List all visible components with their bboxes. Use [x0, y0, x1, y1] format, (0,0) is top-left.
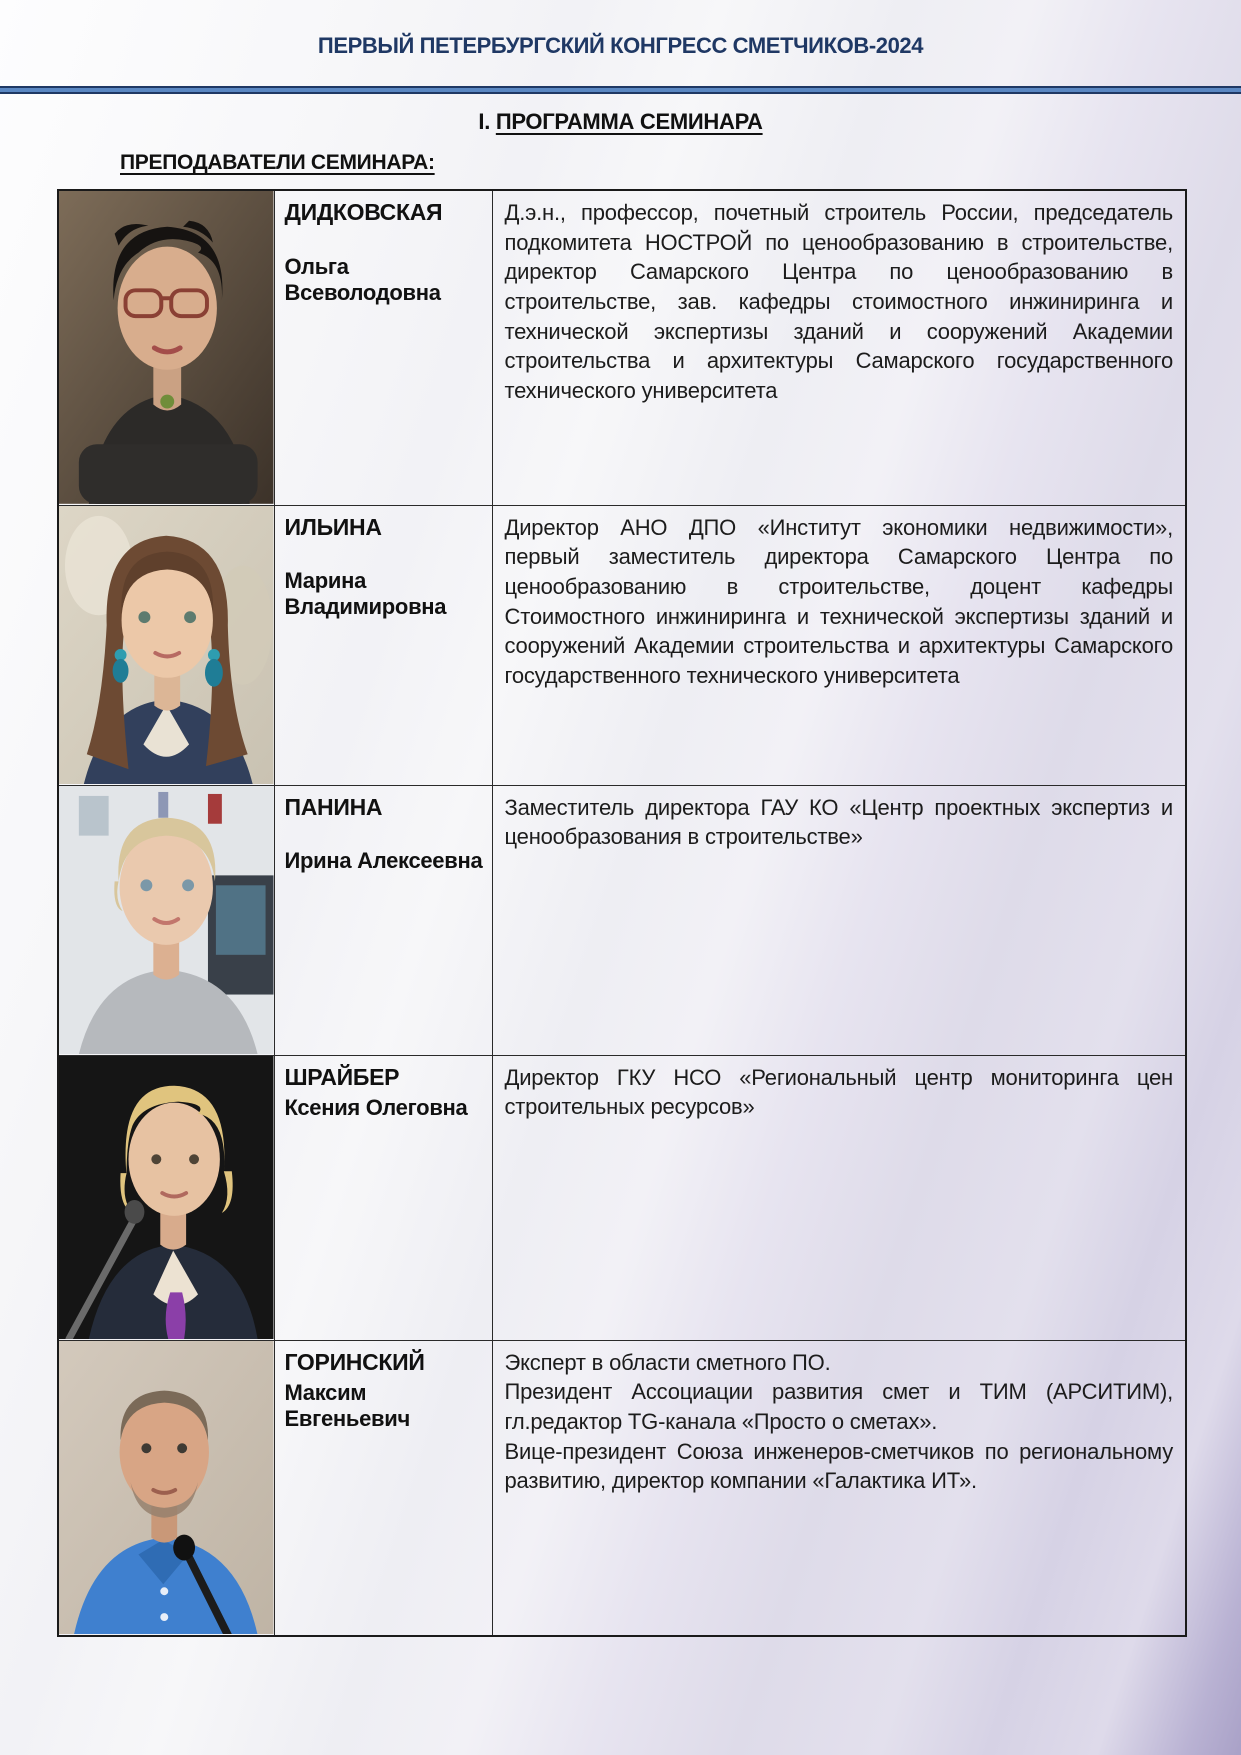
- teacher-description-cell: [492, 1340, 1186, 1636]
- section-title: ПРОГРАММА СЕМИНАРА: [495, 109, 763, 134]
- teacher-photo-cell: [58, 1340, 274, 1636]
- teacher-photo-cell: [58, 785, 274, 1055]
- teacher-description: Директор АНО ДПО «Институт экономики недвижимости», первый заместитель директора Самарского Центра по ценообразованию в строительстве, доцент кафедры Стоимостного инжиниринга и технической экспертизы зданий и сооружений Академии строительства и архитектуры Самарского государственного технического университета: [504, 514, 1173, 688]
- teacher-given-names: Марина Владимировна: [284, 568, 447, 620]
- teacher-name-cell: [274, 190, 492, 505]
- teacher-row: [58, 1340, 1186, 1636]
- teacher-description: Заместитель директора ГАУ КО «Центр проектных экспертиз и ценообразования в строительстве»: [504, 794, 1173, 850]
- teacher-description: Директор ГКУ НСО «Региональный центр мониторинга цен строительных ресурсов»: [504, 1064, 1173, 1120]
- teacher-name-cell: [274, 1055, 492, 1340]
- teacher-photo-cell: [58, 190, 274, 505]
- teacher-row: [58, 1055, 1186, 1340]
- teacher-row: [58, 190, 1186, 505]
- teacher-description: Вице-президент Союза инженеров-сметчиков по региональному развитию, директор компании «Галактика ИТ».: [504, 1438, 1173, 1494]
- teacher-photo-cell: [58, 1055, 274, 1340]
- portrait-woman-long-wavy-brown-hair-icon: [59, 506, 274, 784]
- teacher-row: [58, 505, 1186, 785]
- teacher-surname: ИЛЬИНА: [284, 513, 382, 540]
- teacher-surname: ШРАЙБЕР: [284, 1063, 400, 1090]
- teacher-description: Д.э.н., профессор, почетный строитель России, председатель подкомитета НОСТРОЙ по ценообразованию в строительстве, директор Самарского Центра по ценообразованию в строительстве, зав. кафедры стоимостного инжиниринга и технической экспертизы зданий и сооружений Академии строительства и архитектуры Самарского государственного технического университета: [504, 200, 1173, 404]
- teacher-given-names: Ирина Алексеевна: [284, 848, 483, 874]
- teacher-row: [58, 785, 1186, 1055]
- header-divider: [0, 86, 1241, 94]
- teacher-name-cell: [274, 505, 492, 785]
- teacher-name-cell: [274, 785, 492, 1055]
- page-title: ПЕРВЫЙ ПЕТЕРБУРГСКИЙ КОНГРЕСС СМЕТЧИКОВ-2024: [317, 33, 924, 58]
- section-number: I.: [478, 109, 491, 134]
- teachers-table: [57, 189, 1187, 1637]
- teacher-surname: ГОРИНСКИЙ: [284, 1348, 425, 1375]
- portrait-woman-short-dark-hair-glasses-icon: [59, 191, 274, 504]
- section-heading: [0, 109, 1241, 135]
- teacher-name-cell: [274, 1340, 492, 1636]
- teacher-description: Эксперт в области сметного ПО.: [504, 1349, 831, 1375]
- teachers-heading: ПРЕПОДАВАТЕЛИ СЕМИНАРА:: [120, 151, 435, 174]
- teacher-description-cell: [492, 505, 1186, 785]
- teacher-given-names: Ольга Всеволодовна: [284, 253, 441, 305]
- teacher-surname: ДИДКОВСКАЯ: [284, 199, 443, 225]
- teacher-description: Президент Ассоциации развития смет и ТИМ (АРСИТИМ), гл.редактор TG-канала «Просто о сметах».: [504, 1379, 1173, 1434]
- portrait-man-beard-blue-shirt-microphone-icon: [59, 1341, 274, 1635]
- teacher-surname: ПАНИНА: [284, 793, 383, 820]
- teacher-given-names: Максим Евгеньевич: [284, 1380, 410, 1432]
- teacher-description-cell: [492, 785, 1186, 1055]
- portrait-woman-short-blonde-hair-office-icon: [59, 786, 274, 1054]
- teacher-photo-cell: [58, 505, 274, 785]
- teacher-description-cell: [492, 1055, 1186, 1340]
- teacher-given-names: Ксения Олеговна: [284, 1095, 468, 1121]
- portrait-woman-blonde-bob-microphone-icon: [59, 1056, 274, 1339]
- teacher-description-cell: [492, 190, 1186, 505]
